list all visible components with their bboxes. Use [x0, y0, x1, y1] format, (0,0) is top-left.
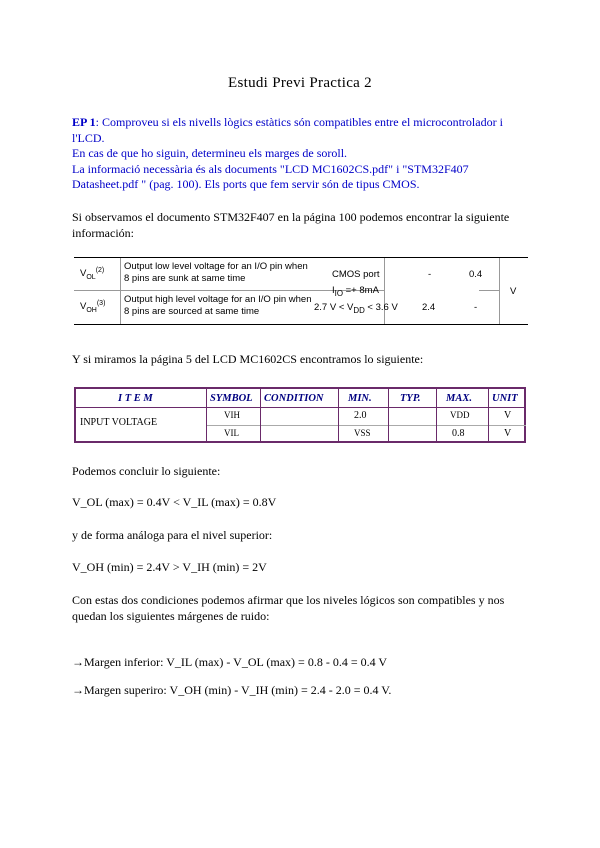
table-row [74, 291, 499, 323]
header-typ: TYP. [400, 393, 421, 404]
equation-high: V_OH (min) = 2.4V > V_IH (min) = 2V [72, 560, 267, 574]
exercise-line-2: En cas de que ho siguin, determineu els marges de soroll. [72, 146, 348, 160]
vih-unit: V [504, 410, 512, 421]
condition-vdd: 2.7 $V < V_{DD} < 3.6$ V [314, 302, 398, 315]
conditions-text: Con estas dos condiciones podemos afirmar que los niveles lógicos son compatibles y nos quedan los siguientes márgenes de ruido: [72, 593, 505, 623]
margin-high: →Margen superiro: V_OH (min) - V_IH (min) = 2.4 - 2.0 = 0.4 V. [72, 683, 392, 697]
vih-max: VDD [450, 410, 470, 420]
header-unit: UNIT [492, 393, 518, 404]
unit: V [510, 286, 517, 297]
vol-description: Output low level voltage for an I/O pin when 8 pins are sunk at same time [124, 261, 308, 284]
intro-lcd: Y si miramos la página 5 del LCD MC1602CS encontramos lo siguiente: [72, 352, 424, 366]
intro-stm32: Si observamos el documento STM32F407 en la página 100 podemos encontrar la siguiente información: [72, 210, 510, 240]
vol-max: 0.4 [469, 269, 483, 280]
vol-symbol: $V_{OL}^{(2)}$ [80, 267, 105, 282]
voh-min: 2.4 [422, 302, 436, 313]
vil-max: 0.8 [452, 428, 465, 439]
vih-min: 2.0 [354, 410, 367, 421]
vol-min: - [428, 269, 432, 280]
margin-low: →Margen inferior: V_IL (max) - V_OL (max) = 0.8 - 0.4 = 0.4 V [72, 655, 388, 669]
table-row [74, 258, 499, 290]
condition-iio: $I_{IO} =+ 8mA$ [332, 285, 379, 298]
page-title: Estudi Previ Practica 2 [228, 75, 372, 91]
header-max: MAX. [446, 393, 472, 404]
equation-low: V_OL (max) = 0.4V < V_IL (max) = 0.8V [72, 495, 277, 509]
exercise-line-1: : Comproveu si els nivells lògics estàtics són compatibles entre el microcontrolador i l'LCD. [72, 115, 503, 145]
exercise-line-3: La informació necessària és als documents "LCD MC1602CS.pdf" i "STM32F407 Datasheet.pdf " (pag. 100). Els ports que fem servir són de tipus CMOS. [72, 161, 469, 191]
voh-symbol: $V_{OH}^{(3)}$ [80, 300, 106, 315]
conclude-text: Podemos concluir lo siguiente: [72, 464, 221, 478]
header-condition: CONDITION [264, 393, 324, 404]
stm32-voltage-table [74, 257, 528, 325]
voh-description: Output high level voltage for an I/O pin when 8 pins are sourced at same time [124, 294, 312, 317]
vil-symbol: VIL [224, 428, 239, 438]
lcd-voltage-table [74, 387, 526, 443]
item-input-voltage: INPUT VOLTAGE [80, 417, 158, 428]
condition-cmos: CMOS port [332, 269, 380, 280]
exercise-statement [72, 115, 522, 193]
vih-symbol: VIH [224, 410, 240, 420]
header-symbol: SYMBOL [210, 393, 253, 404]
vil-unit: V [504, 428, 512, 439]
vil-min: VSS [354, 428, 371, 438]
voh-max: - [474, 302, 478, 313]
analog-text: y de forma análoga para el nivel superior: [72, 528, 273, 542]
header-min: MIN. [348, 393, 372, 404]
header-item: I T E M [118, 393, 153, 404]
exercise-label: EP 1 [72, 115, 96, 129]
